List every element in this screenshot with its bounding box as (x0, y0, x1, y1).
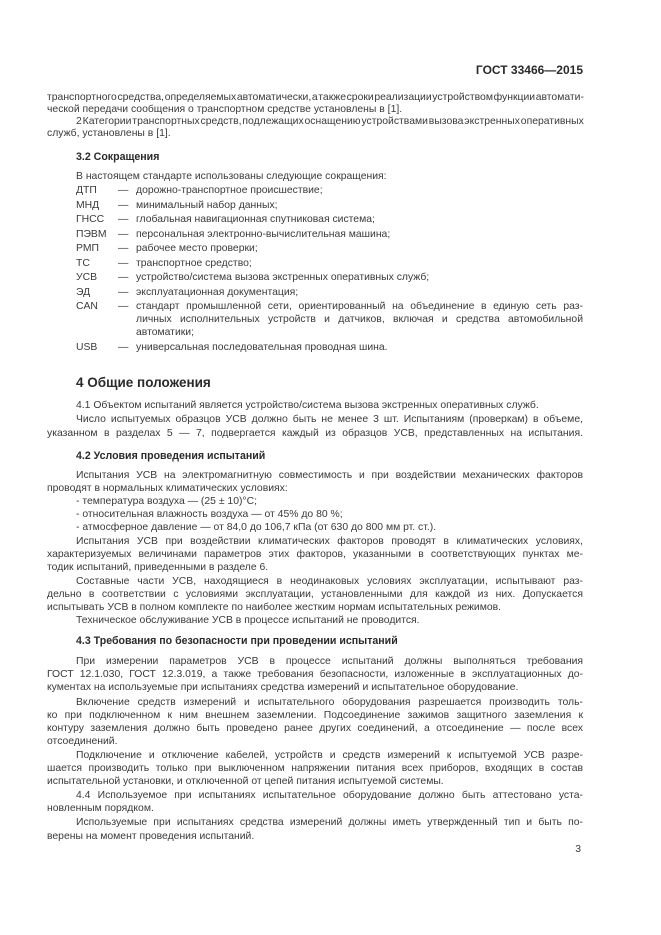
definition: минимальный набор данных; (136, 200, 278, 211)
document-number: ГОСТ 33466—2015 (475, 63, 583, 77)
text-line: Подключение и отключение кабелей, устройств и средств измерений к испытуемой УСВ разре- (76, 750, 583, 761)
text-line: тодик испытаний, приведенными в разделе 6. (47, 562, 269, 573)
abbreviation: CAN (76, 301, 98, 312)
definition-continued: автоматики; (136, 327, 194, 338)
text-line: 4.1 Объектом испытаний является устройство/система вызова экстренных оперативных служб. (76, 400, 539, 411)
abbreviation-item (76, 228, 583, 241)
text-line: 2 Категории транспортных средств, подлежащих оснащению устройствами вызова экстренных оперативных (76, 116, 584, 127)
list-item: - атмосферное давление — от 84,0 до 106,7 кПа (от 630 до 800 мм рт. ст.). (76, 522, 437, 533)
section-heading: 4.2 Условия проведения испытаний (76, 450, 266, 462)
abbreviation-item (76, 199, 583, 212)
dash: — (118, 301, 129, 312)
definition: персональная электронно-вычислительная машина; (136, 229, 391, 240)
text-line: отсоединений. (47, 736, 118, 747)
definition: рабочее место проверки; (136, 243, 258, 254)
abbreviation: ГНСС (76, 214, 105, 225)
page-number: 3 (575, 844, 581, 855)
dash: — (118, 287, 129, 298)
text-line: 4.4 Используемое при испытаниях испытательное оборудование должно быть аттестовано уста- (76, 790, 583, 801)
dash: — (118, 243, 129, 254)
abbreviation-item (76, 242, 583, 255)
abbreviation: USB (76, 342, 98, 353)
text-line: характеризуемых величинами параметров этих факторов, указанными в соответствующих пунктах ме- (47, 549, 583, 560)
abbreviation: ДТП (76, 185, 97, 196)
dash: — (118, 185, 129, 196)
text-line: испытательной установки, и отключенной от цепей питания испытуемой системы. (47, 776, 444, 787)
dash: — (118, 258, 129, 269)
text-line: Составные части УСВ, находящиеся в неодинаковых условиях эксплуатации, испытывают раз- (76, 576, 583, 587)
text-line: ческой передачи сообщения о транспортном средстве установлены в [1]. (47, 104, 403, 115)
text-line: Испытания УСВ на электромагнитную совместимость и при воздействии механических факторов (76, 470, 583, 481)
dash: — (118, 342, 129, 353)
dash: — (118, 214, 129, 225)
text-line: шается производить только при выключенном напряжении питания всех приборов, входящих в состав (47, 763, 583, 774)
text-line: дельно в соответствии с условиями эксплуатации, установленными для каждой из них. Допускается (47, 589, 583, 600)
text-line: При измерении параметров УСВ в процессе испытаний должны выполняться требования (76, 656, 583, 667)
abbreviation: ЭД (76, 287, 91, 298)
abbreviation: РМП (76, 243, 99, 254)
abbreviation-item (76, 286, 583, 299)
dash: — (118, 272, 129, 283)
list-item: - температура воздуха — (25 ± 10)°С; (76, 496, 257, 507)
definition: транспортное средство; (136, 258, 252, 269)
text-line: новленным порядком. (47, 803, 154, 814)
text-line: Испытания УСВ при воздействии климатических факторов проводят в климатических условиях, (76, 536, 583, 547)
text-line: ко при подключенном к ним внешнем заземлении. Подсоединение зажимов защитного заземления к (47, 710, 583, 721)
section-heading: 3.2 Сокращения (76, 151, 160, 163)
section-heading: 4 Общие положения (76, 375, 211, 390)
abbreviation: ПЭВМ (76, 229, 107, 240)
dash: — (118, 200, 129, 211)
abbreviation-item (76, 213, 583, 226)
text-line: верены на момент проведения испытаний. (47, 831, 255, 842)
text-line: контуру заземления должно быть проведено ранее других соединений, а отсоединение — после всех (47, 723, 583, 734)
abbreviation-item (76, 257, 583, 270)
text-line: ГОСТ 12.1.030, ГОСТ 12.3.019, а также требования безопасности, изложенные в эксплуатационных до- (47, 669, 583, 680)
abbreviation-item (76, 271, 583, 284)
text-line: Число испытуемых образцов УСВ должно быть не менее 3 шт. Испытаниям (проверкам) в объеме, (76, 414, 583, 425)
definition: стандарт промышленной сети, ориентированный на объединение в единую сеть раз- (136, 301, 583, 312)
text-line: Техническое обслуживание УСВ в процессе испытаний не проводится. (76, 615, 420, 626)
text-line: транспортного средства, определяемых автоматически, а также сроки реализации устройством функции автомати- (47, 92, 584, 103)
abbreviation: УСВ (76, 272, 98, 283)
definition-continued: личных исполнительных устройств и датчиков, включая и средства автомобильной (136, 314, 583, 325)
text-line: В настоящем стандарте использованы следующие сокращения: (76, 171, 387, 182)
definition: дорожно-транспортное происшествие; (136, 185, 323, 196)
abbreviation-item (76, 300, 132, 313)
text-line: Включение средств измерений и испытательного оборудования разрешается производить толь- (76, 697, 583, 708)
abbreviation-item (76, 184, 583, 197)
abbreviation: МНД (76, 200, 100, 211)
definition: универсальная последовательная проводная шина. (136, 342, 388, 353)
text-line: проводят в нормальных климатических условиях: (47, 483, 288, 494)
text-line: кументах на используемые при испытаниях средства измерений и испытательное оборудование. (47, 682, 519, 693)
text-line: указанном в разделах 5 — 7, подвергается каждый из образцов УСВ, представленных на испытания. (47, 428, 583, 439)
text-line: Используемые при испытаниях средства измерений должны иметь утвержденный тип и быть по- (76, 817, 583, 828)
list-item: - относительная влажность воздуха — от 45% до 80 %; (76, 509, 343, 520)
dash: — (118, 229, 129, 240)
text-line: служб, установлены в [1]. (47, 128, 171, 139)
definition: устройство/система вызова экстренных оперативных служб; (136, 272, 430, 283)
abbreviation-item (76, 341, 583, 354)
section-heading: 4.3 Требования по безопасности при проведении испытаний (76, 635, 398, 647)
abbreviation: ТС (76, 258, 90, 269)
definition: эксплуатационная документация; (136, 287, 299, 298)
text-line: испытывать УСВ в полном комплекте по наиболее жестким нормам испытательных режимов. (47, 602, 502, 613)
definition: глобальная навигационная спутниковая система; (136, 214, 375, 225)
